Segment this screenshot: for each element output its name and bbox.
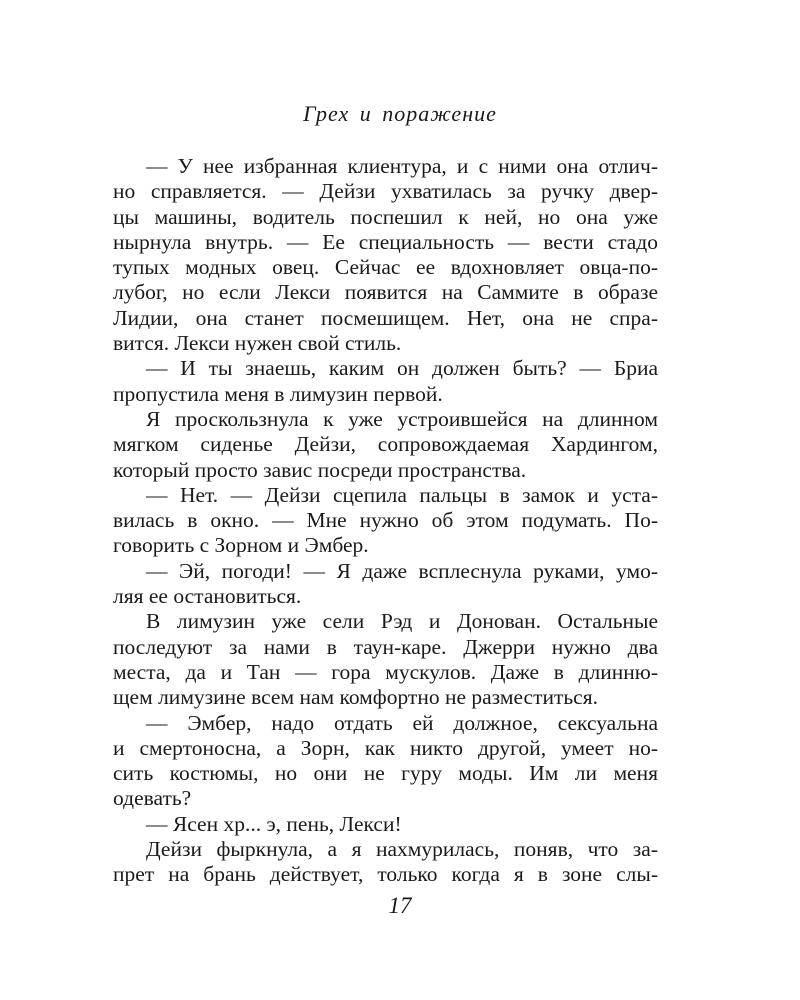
text-line: В лимузин уже сели Рэд и Донован. Остальные [146,609,658,634]
running-title: Грех и поражение [303,101,497,126]
text-line: прет на брань действует, только когда я в зоне слы- [113,862,658,887]
text-line: Лидии, она станет посмешищем. Нет, она не спра- [113,305,658,330]
text-line: нырнула внутрь. — Ее специальность — вести стадо [113,229,658,254]
text-line: ляя ее остановиться. [113,584,302,609]
text-line: и смертоносна, а Зорн, как никто другой, умеет но- [113,735,658,760]
text-line: пропустила меня в лимузин первой. [113,381,443,406]
text-line: — Нет. — Дейзи сцепила пальцы в замок и уста- [146,482,658,507]
text-line: мягком сиденье Дейзи, сопровождаемая Хардингом, [113,432,658,457]
text-line: тупых модных овец. Сейчас ее вдохновляет овца-по- [113,255,658,280]
body-text [113,154,658,888]
text-line: — И ты знаешь, каким он должен быть? — Бриа [146,356,658,381]
text-line: Я проскользнула к уже устроившейся на длинном [146,406,658,431]
text-line: вилась в окно. — Мне нужно об этом подумать. По- [113,508,658,533]
text-line: последуют за нами в таун-каре. Джерри нужно два [113,634,658,659]
text-line: места, да и Тан — гора мускулов. Даже в длинню- [113,659,658,684]
text-line: — Эй, погоди! — Я даже всплеснула руками, умо- [146,558,658,583]
text-line: щем лимузине всем нам комфортно не разместиться. [113,685,598,710]
text-line: Дейзи фыркнула, а я нахмурилась, поняв, что за- [146,837,658,862]
text-line: но справляется. — Дейзи ухватилась за ручку двер- [113,179,658,204]
text-line: вится. Лекси нужен свой стиль. [113,331,402,356]
text-line: сить костюмы, но они не гуру моды. Им ли меня [113,761,658,786]
text-line: — У нее избранная клиентура, и с ними она отлич- [146,154,658,178]
text-line: — Эмбер, надо отдать ей должное, сексуальна [146,710,658,735]
page-number: 17 [388,893,412,918]
text-line: — Ясен хр... э, пень, Лекси! [146,811,402,836]
text-line: цы машины, водитель поспешил к ней, но она уже [113,204,658,229]
text-line: одевать? [113,786,192,811]
text-line: который просто завис посреди пространства. [113,457,527,482]
text-line: говорить с Зорном и Эмбер. [113,533,369,558]
text-line: лубог, но если Лекси появится на Саммите в образе [113,280,658,305]
